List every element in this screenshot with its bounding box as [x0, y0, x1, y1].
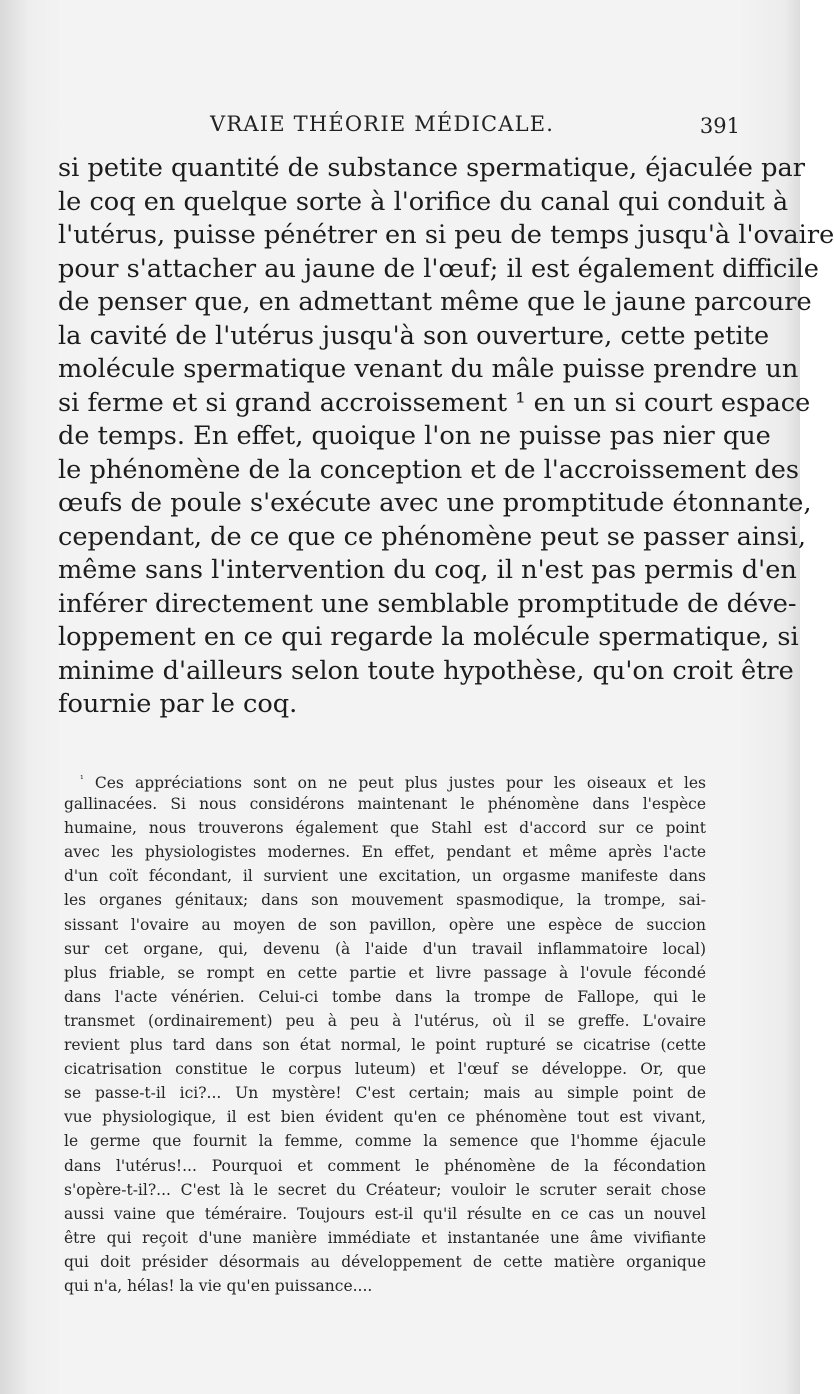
- body-line: si ferme et si grand accroissement ¹ en un si court espace: [58, 387, 811, 418]
- body-line: minime d'ailleurs selon toute hypothèse, qu'on croit être: [58, 655, 794, 686]
- footnote-line: sissant l'ovaire au moyen de son pavillon, opère une espèce de succion: [64, 915, 706, 934]
- footnote-line: s'opère-t-il?... C'est là le secret du Créateur; vouloir le scruter serait chose: [64, 1180, 706, 1199]
- body-line: de penser que, en admettant même que le jaune parcoure: [58, 287, 812, 317]
- body-line: le phénomène de la conception et de l'accroissement des: [58, 454, 799, 485]
- footnote-line: [64, 768, 706, 792]
- footnote-line: dans l'utérus!... Pourquoi et comment le phénomène de la fécondation: [64, 1156, 706, 1175]
- footnote-line: revient plus tard dans son état normal, le point rupturé se cicatrise (cette: [64, 1036, 706, 1055]
- body-line: inférer directement une semblable promptitude de déve-: [58, 588, 797, 619]
- page-number: 391: [699, 114, 740, 138]
- body-line: si petite quantité de substance spermatique, éjaculée par: [58, 153, 805, 183]
- body-line: molécule spermatique venant du mâle puisse prendre un: [58, 354, 799, 384]
- footnote-line: transmet (ordinairement) peu à peu à l'utérus, où il se greffe. L'ovaire: [64, 1011, 706, 1030]
- body-line: même sans l'intervention du coq, il n'est pas permis d'en: [58, 555, 797, 585]
- footnote-line: dans l'acte vénérien. Celui-ci tombe dans la trompe de Fallope, qui le: [64, 987, 706, 1006]
- body-line: le coq en quelque sorte à l'orifice du canal qui conduit à: [58, 186, 789, 217]
- body-line: fournie par le coq.: [58, 689, 298, 719]
- footnote-line: avec les physiologistes modernes. En effet, pendant et même après l'acte: [64, 843, 706, 862]
- body-line: pour s'attacher au jaune de l'œuf; il est également difficile: [58, 253, 819, 284]
- running-title: VRAIE THÉORIE MÉDICALE.: [210, 112, 555, 136]
- footnote-line: être qui reçoit d'une manière immédiate et instantanée une âme vivifiante: [64, 1228, 706, 1247]
- footnote-line: aussi vaine que téméraire. Toujours est-il qu'il résulte en ce cas un nouvel: [64, 1204, 706, 1223]
- footnote-line: les organes génitaux; dans son mouvement spasmodique, la trompe, sai-: [64, 891, 706, 910]
- footnote-line: vue physiologique, il est bien évident qu'en ce phénomène tout est vivant,: [64, 1108, 706, 1127]
- footnote-line-text: Ces appréciations sont on ne peut plus justes pour les oiseaux et les: [94, 774, 706, 793]
- body-line: de temps. En effet, quoique l'on ne puisse pas nier que: [58, 421, 771, 451]
- footnote-line: qui n'a, hélas! la vie qu'en puissance....: [64, 1276, 373, 1295]
- footnote-line: qui doit présider désormais au développement de cette matière organique: [64, 1252, 706, 1271]
- footnote-line: humaine, nous trouverons également que Stahl est d'accord sur ce point: [64, 819, 706, 838]
- footnote: [64, 768, 706, 1298]
- footnote-line: gallinacées. Si nous considérons maintenant le phénomène dans l'espèce: [64, 795, 706, 814]
- footnote-line: se passe-t-il ici?... Un mystère! C'est certain; mais au simple point de: [64, 1084, 706, 1103]
- page-header: [58, 112, 740, 148]
- body-line: cependant, de ce que ce phénomène peut se passer ainsi,: [58, 521, 806, 552]
- body-line: loppement en ce qui regarde la molécule spermatique, si: [58, 622, 799, 652]
- body-text: [58, 152, 834, 722]
- body-line: œufs de poule s'exécute avec une promptitude étonnante,: [58, 488, 812, 518]
- footnote-line: cicatrisation constitue le corpus luteum) et l'œuf se développe. Or, que: [64, 1060, 706, 1079]
- footnote-line: plus friable, se rompt en cette partie et livre passage à l'ovule fécondé: [64, 963, 706, 982]
- body-line: l'utérus, puisse pénétrer en si peu de temps jusqu'à l'ovaire: [58, 220, 834, 250]
- footnote-marker: ¹: [80, 774, 84, 785]
- footnote-line: sur cet organe, qui, devenu (à l'aide d'un travail inflammatoire local): [64, 939, 706, 958]
- footnote-line: d'un coït fécondant, il survient une excitation, un orgasme manifeste dans: [64, 867, 706, 886]
- body-line: la cavité de l'utérus jusqu'à son ouverture, cette petite: [58, 320, 770, 351]
- footnote-line: le germe que fournit la femme, comme la semence que l'homme éjacule: [64, 1132, 706, 1151]
